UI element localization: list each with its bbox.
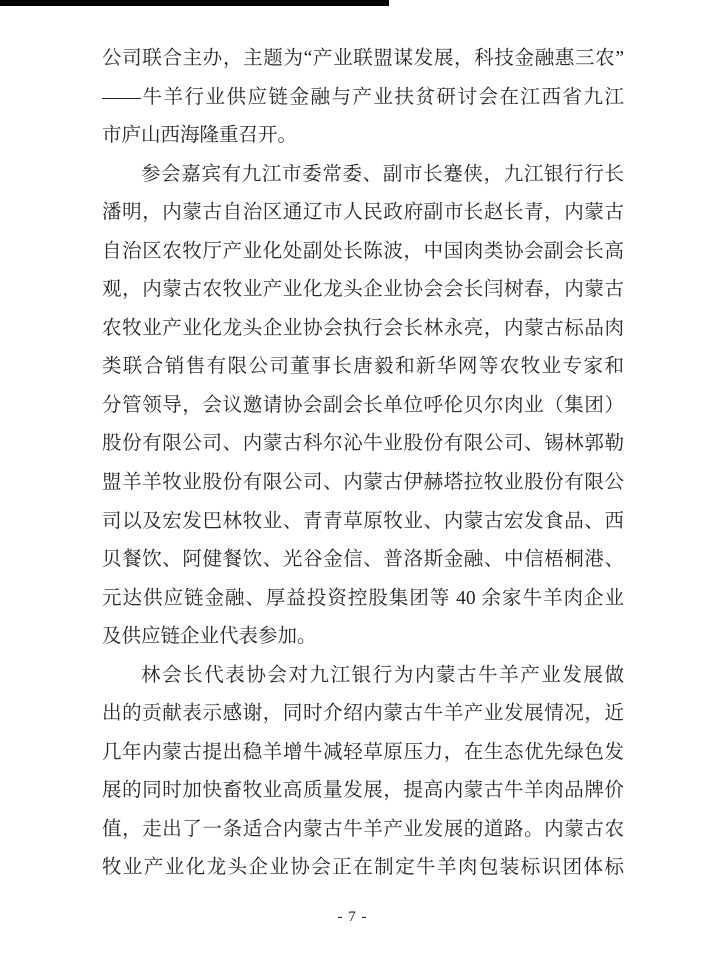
text-line: 值，走出了一条适合内蒙古牛羊产业发展的道路。内蒙古农 [102,818,624,840]
text-line: 市庐山西海隆重召开。 [102,125,298,147]
text-line: 类联合销售有限公司董事长唐毅和新华网等农牧业专家和 [102,356,624,378]
text-line: 公司联合主办，主题为“产业联盟谋发展，科技金融惠三农” [102,48,624,69]
text-line: 分管领导，会议邀请协会副会长单位呼伦贝尔肉业（集团） [102,394,624,416]
text-line: 观，内蒙古农牧业产业化龙头企业协会会长闫树春，内蒙古 [102,279,624,301]
text-line: 及供应链企业代表参加。 [102,626,317,648]
page-number: - 7 - [337,909,368,925]
text-line: 几年内蒙古提出稳羊增牛减轻草原压力，在生态优先绿色发 [102,741,624,763]
text-line: 司以及宏发巴林牧业、青青草原牧业、内蒙古宏发食品、西 [102,510,624,532]
text-line: 展的同时加快畜牧业高质量发展，提高内蒙古牛羊肉品牌价 [102,780,624,802]
text-line: 股份有限公司、内蒙古科尔沁牛业股份有限公司、锡林郭勒 [102,433,624,455]
text-line: 自治区农牧厅产业化处副处长陈波，中国肉类协会副会长高 [102,240,624,262]
text-line: 出的贡献表示感谢，同时介绍内蒙古牛羊产业发展情况，近 [102,703,624,725]
text-line: 林会长代表协会对九江银行为内蒙古牛羊产业发展做 [141,664,624,686]
text-line: 潘明，内蒙古自治区通辽市人民政府副市长赵长青，内蒙古 [102,202,624,224]
text-line: 贝餐饮、阿健餐饮、光谷金信、普洛斯金融、中信梧桐港、 [102,549,624,571]
text-line: ——牛羊行业供应链金融与产业扶贫研讨会在江西省九江 [102,86,624,108]
page-footer [0,908,705,926]
text-line: 牧业产业化龙头企业协会正在制定牛羊肉包装标识团体标 [102,857,624,879]
text-line: 参会嘉宾有九江市委常委、副市长蹇侠，九江银行行长 [141,163,624,185]
scan-artifact-bar [0,0,389,6]
text-line: 农牧业产业化龙头企业协会执行会长林永亮，内蒙古标品肉 [102,317,624,339]
document-body [102,40,624,888]
text-line: 盟羊羊牧业股份有限公司、内蒙古伊赫塔拉牧业股份有限公 [102,472,624,494]
text-line: 元达供应链金融、厚益投资控股集团等 40 余家牛羊肉企业 [102,587,624,609]
